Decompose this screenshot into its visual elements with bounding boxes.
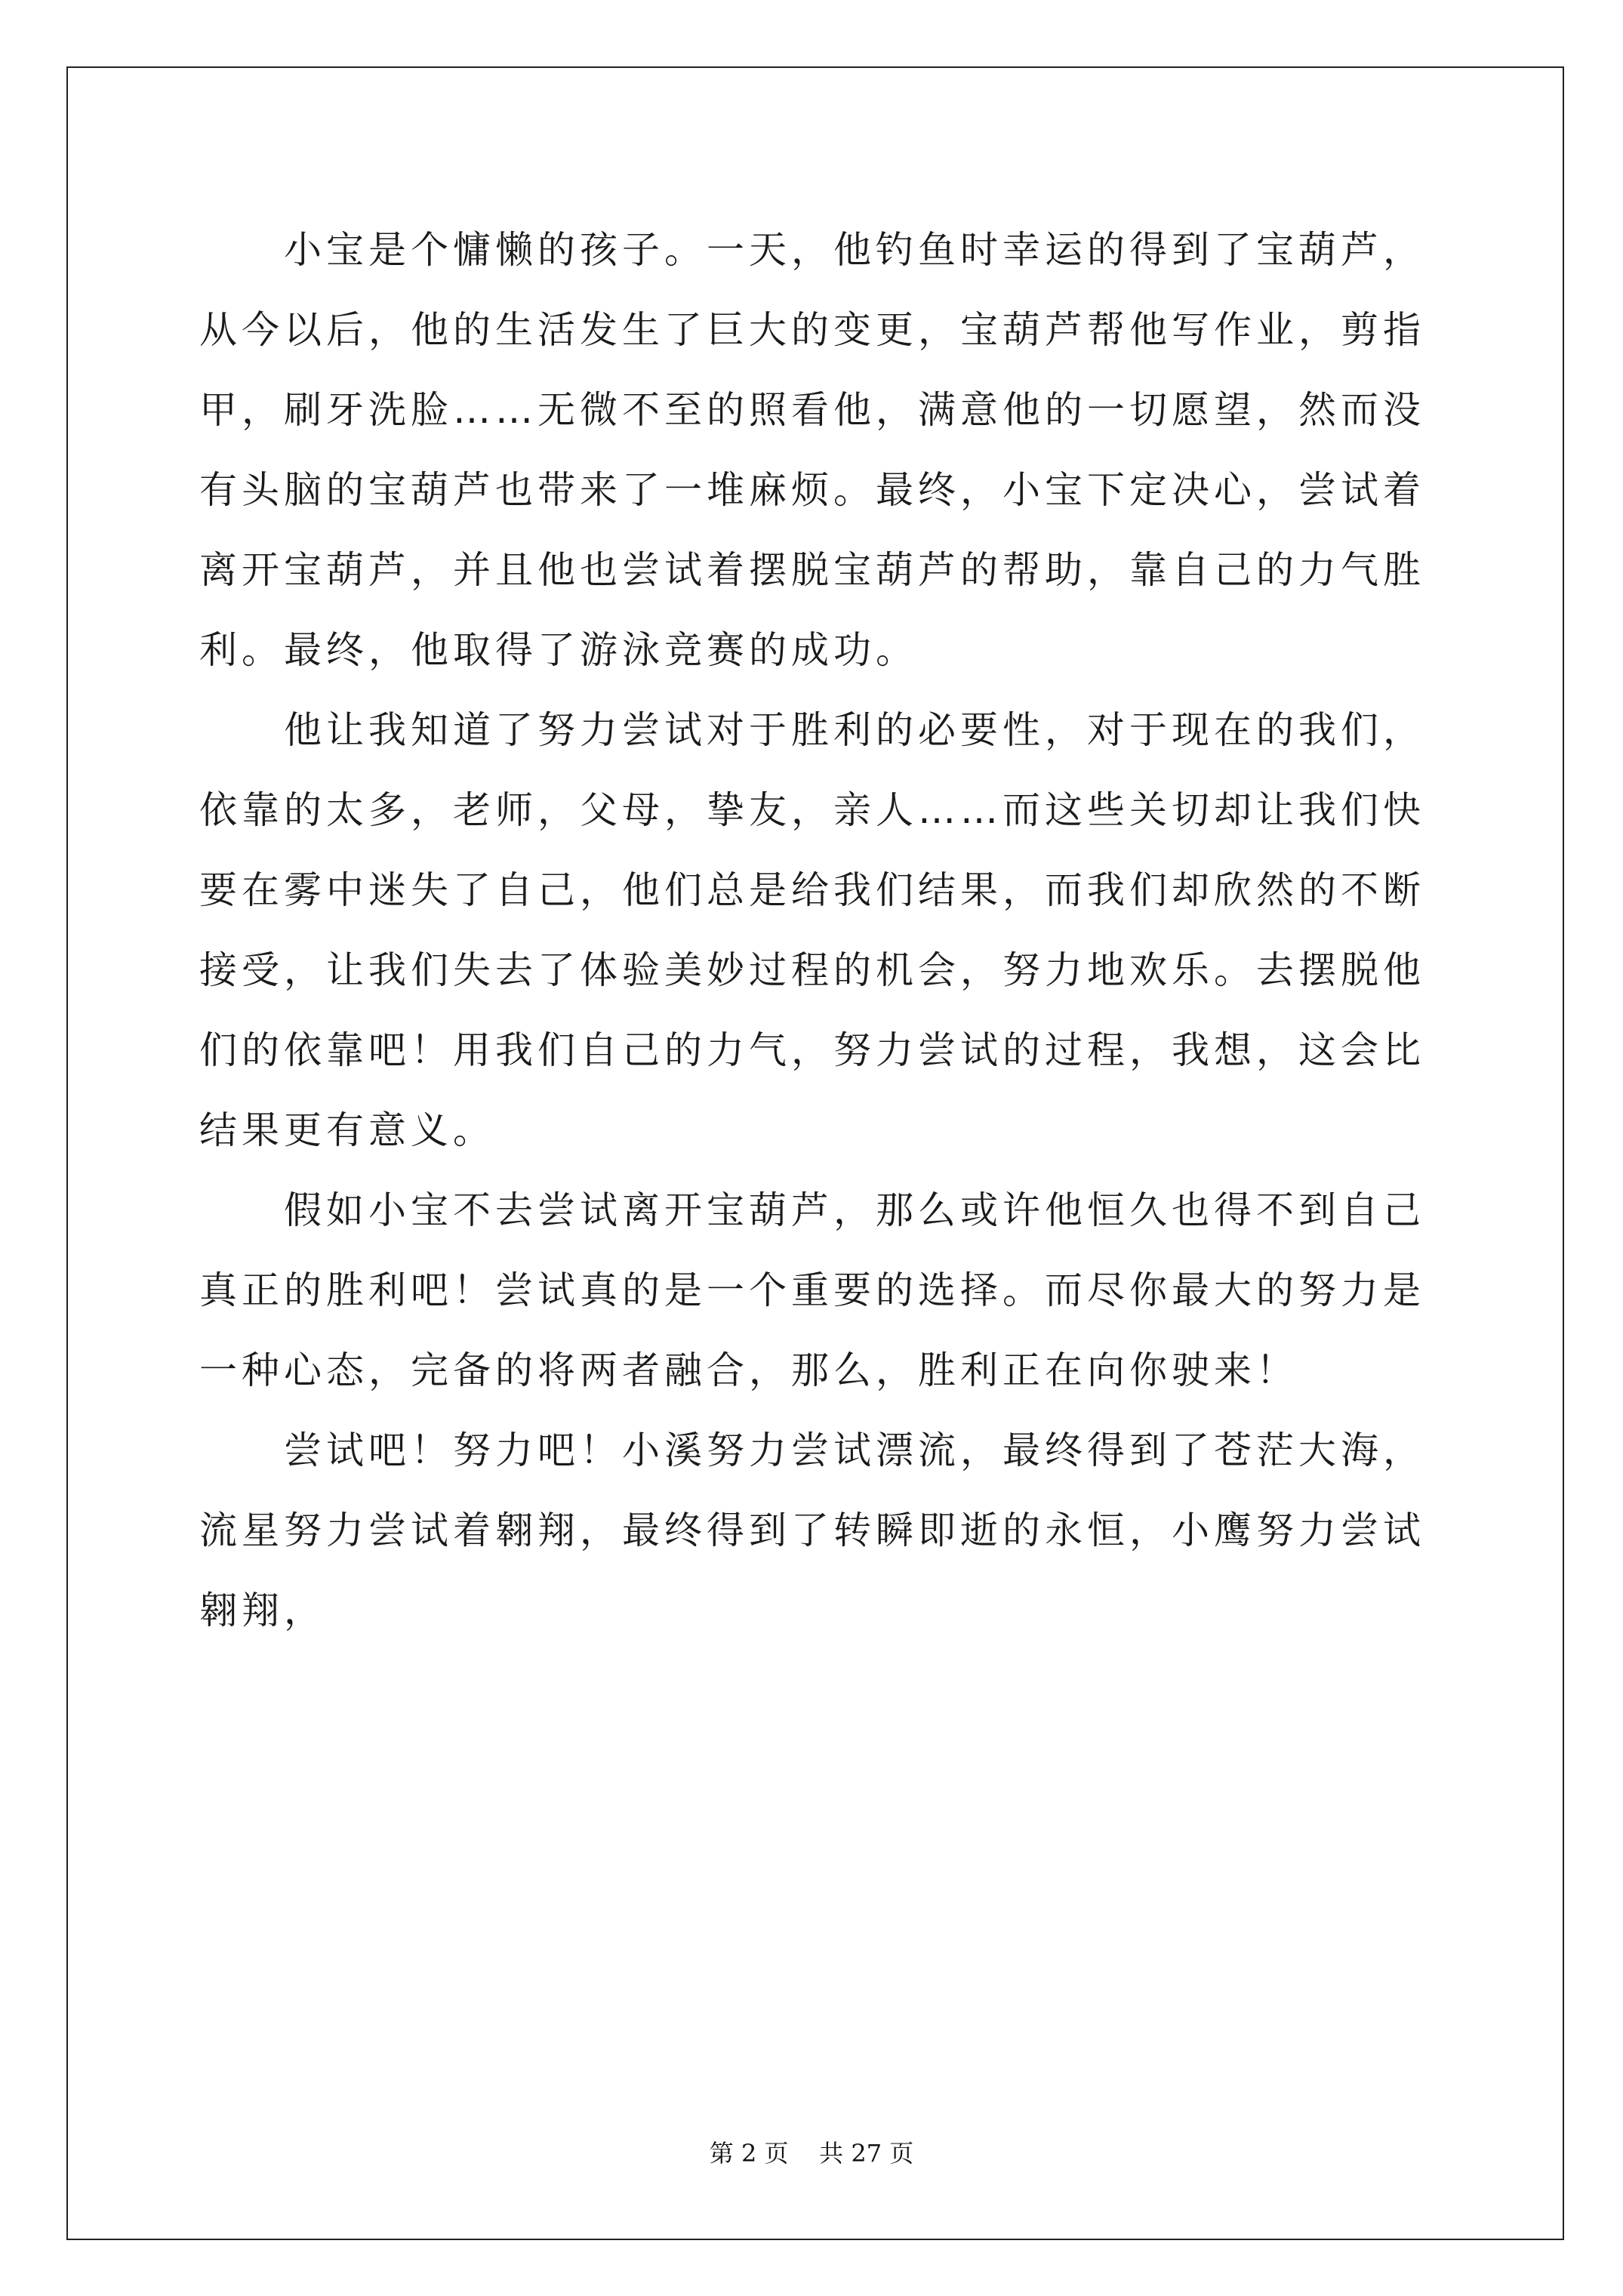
- paragraph-3: 假如小宝不去尝试离开宝葫芦，那么或许他恒久也得不到自己真正的胜利吧！尝试真的是一个重要的选择。而尽你最大的努力是一种心态，完备的将两者融合，那么，胜利正在向你驶来！: [199, 1188, 1425, 1392]
- paragraph-2: 他让我知道了努力尝试对于胜利的必要性，对于现在的我们，依靠的太多，老师，父母，挚友，亲人……而这些关切却让我们快要在雾中迷失了自己，他们总是给我们结果，而我们却欣然的不断接受，让我们失去了体验美妙过程的机会，努力地欢乐。去摆脱他们的依靠吧！用我们自己的力气，努力尝试的过程，我想，这会比结果更有意义。: [199, 708, 1425, 1152]
- document-body: [199, 210, 1431, 1650]
- paragraph-1: 小宝是个慵懒的孩子。一天，他钓鱼时幸运的得到了宝葫芦，从今以后，他的生活发生了巨大的变更，宝葫芦帮他写作业，剪指甲，刷牙洗脸……无微不至的照看他，满意他的一切愿望，然而没有头脑的宝葫芦也带来了一堆麻烦。最终，小宝下定决心，尝试着离开宝葫芦，并且他也尝试着摆脱宝葫芦的帮助，靠自己的力气胜利。最终，他取得了游泳竞赛的成功。: [199, 228, 1425, 672]
- paragraph-4: 尝试吧！努力吧！小溪努力尝试漂流，最终得到了苍茫大海，流星努力尝试着翱翔，最终得到了转瞬即逝的永恒，小鹰努力尝试翱翔，: [199, 1428, 1425, 1632]
- page-number-footer: 第 2 页 共 27 页: [709, 2139, 914, 2168]
